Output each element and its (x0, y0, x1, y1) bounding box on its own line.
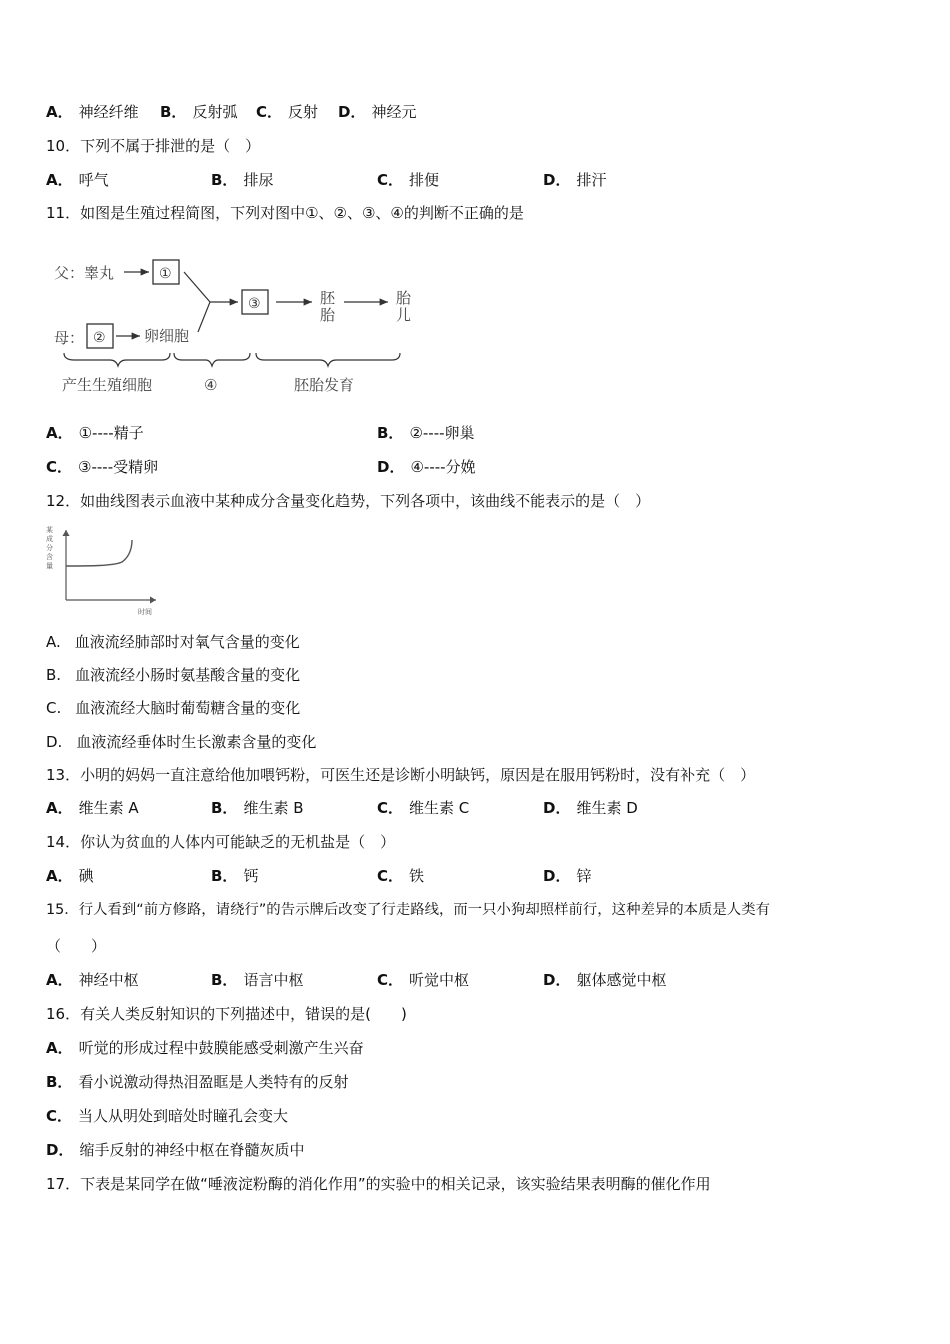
q10-option-d: D． 排汗 (543, 171, 607, 189)
diagram-brace1-label: 产生生殖细胞 (62, 376, 153, 394)
q14-option-a: A． 碘 (46, 867, 94, 885)
q14-option-b: B． 钙 (211, 867, 259, 885)
q11-stem: 11．如图是生殖过程简图，下列对图中①、②、③、④的判断不正确的是 (46, 204, 524, 222)
diagram-egg-label: 卵细胞 (144, 327, 190, 345)
diagram-box-1-label: ① (159, 266, 172, 282)
q12-option-c: C. 血液流经大脑时葡萄糖含量的变化 (46, 699, 301, 717)
q14-option-d: D． 锌 (543, 867, 592, 885)
q12-option-b: B. 血液流经小肠时氨基酸含量的变化 (46, 666, 301, 684)
q16-option-c: C． 当人从明处到暗处时瞳孔会变大 (46, 1107, 289, 1125)
diagram-father-label: 父：睾丸 (54, 264, 115, 282)
q13-option-a: A． 维生素 A (46, 799, 139, 817)
q9-option-a: A． 神经纤维 (46, 103, 139, 121)
q11-option-c: C． ③----受精卵 (46, 458, 159, 476)
q14-stem: 14．你认为贫血的人体内可能缺乏的无机盐是（ ） (46, 833, 396, 851)
q11-option-d: D． ④----分娩 (377, 458, 476, 476)
diagram-merge-lines (184, 272, 210, 332)
q13-option-c: C． 维生素 C (377, 799, 470, 817)
diagram-brace-1 (64, 353, 170, 366)
q11-option-b: B． ②----卵巢 (377, 424, 475, 442)
diagram-fetus-char2: 儿 (396, 306, 412, 324)
q16-option-d: D． 缩手反射的神经中枢在脊髓灰质中 (46, 1141, 305, 1159)
diagram-embryo-char1: 胚 (320, 289, 336, 307)
diagram-brace-2 (174, 353, 250, 366)
q13-option-d: D． 维生素 D (543, 799, 638, 817)
q16-option-b: B． 看小说激动得热泪盈眶是人类特有的反射 (46, 1073, 349, 1091)
graph-ylabel-2: 成 (46, 535, 53, 543)
diagram-embryo-char2: 胎 (320, 306, 336, 324)
q13-option-b: B． 维生素 B (211, 799, 304, 817)
blood-content-graph (44, 522, 164, 618)
graph-ylabel-3: 分 (46, 544, 53, 552)
diagram-mother-label: 母： (54, 329, 85, 347)
q12-option-d: D. 血液流经垂体时生长激素含量的变化 (46, 733, 317, 751)
q15-option-d: D． 躯体感觉中枢 (543, 971, 667, 989)
q15-stem-paren: （ ） (46, 937, 107, 955)
diagram-fetus-char1: 胎 (396, 289, 412, 307)
q15-option-a: A． 神经中枢 (46, 971, 139, 989)
q15-stem: 15．行人看到“前方修路，请绕行”的告示牌后改变了行走路线，而一只小狗却照样前行，这种差异的本质是人类有 (46, 902, 770, 918)
diagram-brace2-label: ④ (204, 376, 218, 394)
q15-option-c: C． 听觉中枢 (377, 971, 470, 989)
q16-stem: 16．有关人类反射知识的下列描述中，错误的是( ) (46, 1005, 407, 1023)
reproduction-diagram (50, 250, 420, 400)
q9-option-d: D． 神经元 (338, 103, 417, 121)
graph-ylabel-1: 某 (46, 526, 53, 534)
q12-stem: 12．如曲线图表示血液中某种成分含量变化趋势，下列各项中，该曲线不能表示的是（ ） (46, 492, 651, 510)
q10-stem: 10．下列不属于排泄的是（ ） (46, 137, 261, 155)
q17-stem: 17．下表是某同学在做“唾液淀粉酶的消化作用”的实验中的相关记录，该实验结果表明酶的催化作用 (46, 1175, 711, 1193)
graph-ylabel-5: 量 (46, 562, 53, 570)
q16-option-a: A． 听觉的形成过程中鼓膜能感受刺激产生兴奋 (46, 1039, 364, 1057)
q9-option-c: C． 反射 (256, 103, 319, 121)
q13-stem: 13．小明的妈妈一直注意给他加喂钙粉，可医生还是诊断小明缺钙，原因是在服用钙粉时，没有补充（ ） (46, 766, 756, 784)
graph-ylabel-4: 含 (46, 553, 53, 561)
q14-option-c: C． 铁 (377, 867, 425, 885)
q9-option-b: B． 反射弧 (160, 103, 238, 121)
diagram-brace3-label: 胚胎发育 (294, 376, 355, 394)
diagram-brace-3 (256, 353, 400, 366)
q11-option-a: A． ①----精子 (46, 424, 144, 442)
q15-option-b: B． 语言中枢 (211, 971, 304, 989)
graph-curve (66, 540, 132, 566)
diagram-box-2-label: ② (93, 330, 106, 346)
q10-option-b: B． 排尿 (211, 171, 274, 189)
q12-option-a: A. 血液流经肺部时对氧气含量的变化 (46, 633, 300, 651)
q10-option-a: A． 呼气 (46, 171, 109, 189)
diagram-box-3-label: ③ (248, 296, 261, 312)
q10-option-c: C． 排便 (377, 171, 440, 189)
graph-xlabel: 时间 (138, 608, 152, 616)
